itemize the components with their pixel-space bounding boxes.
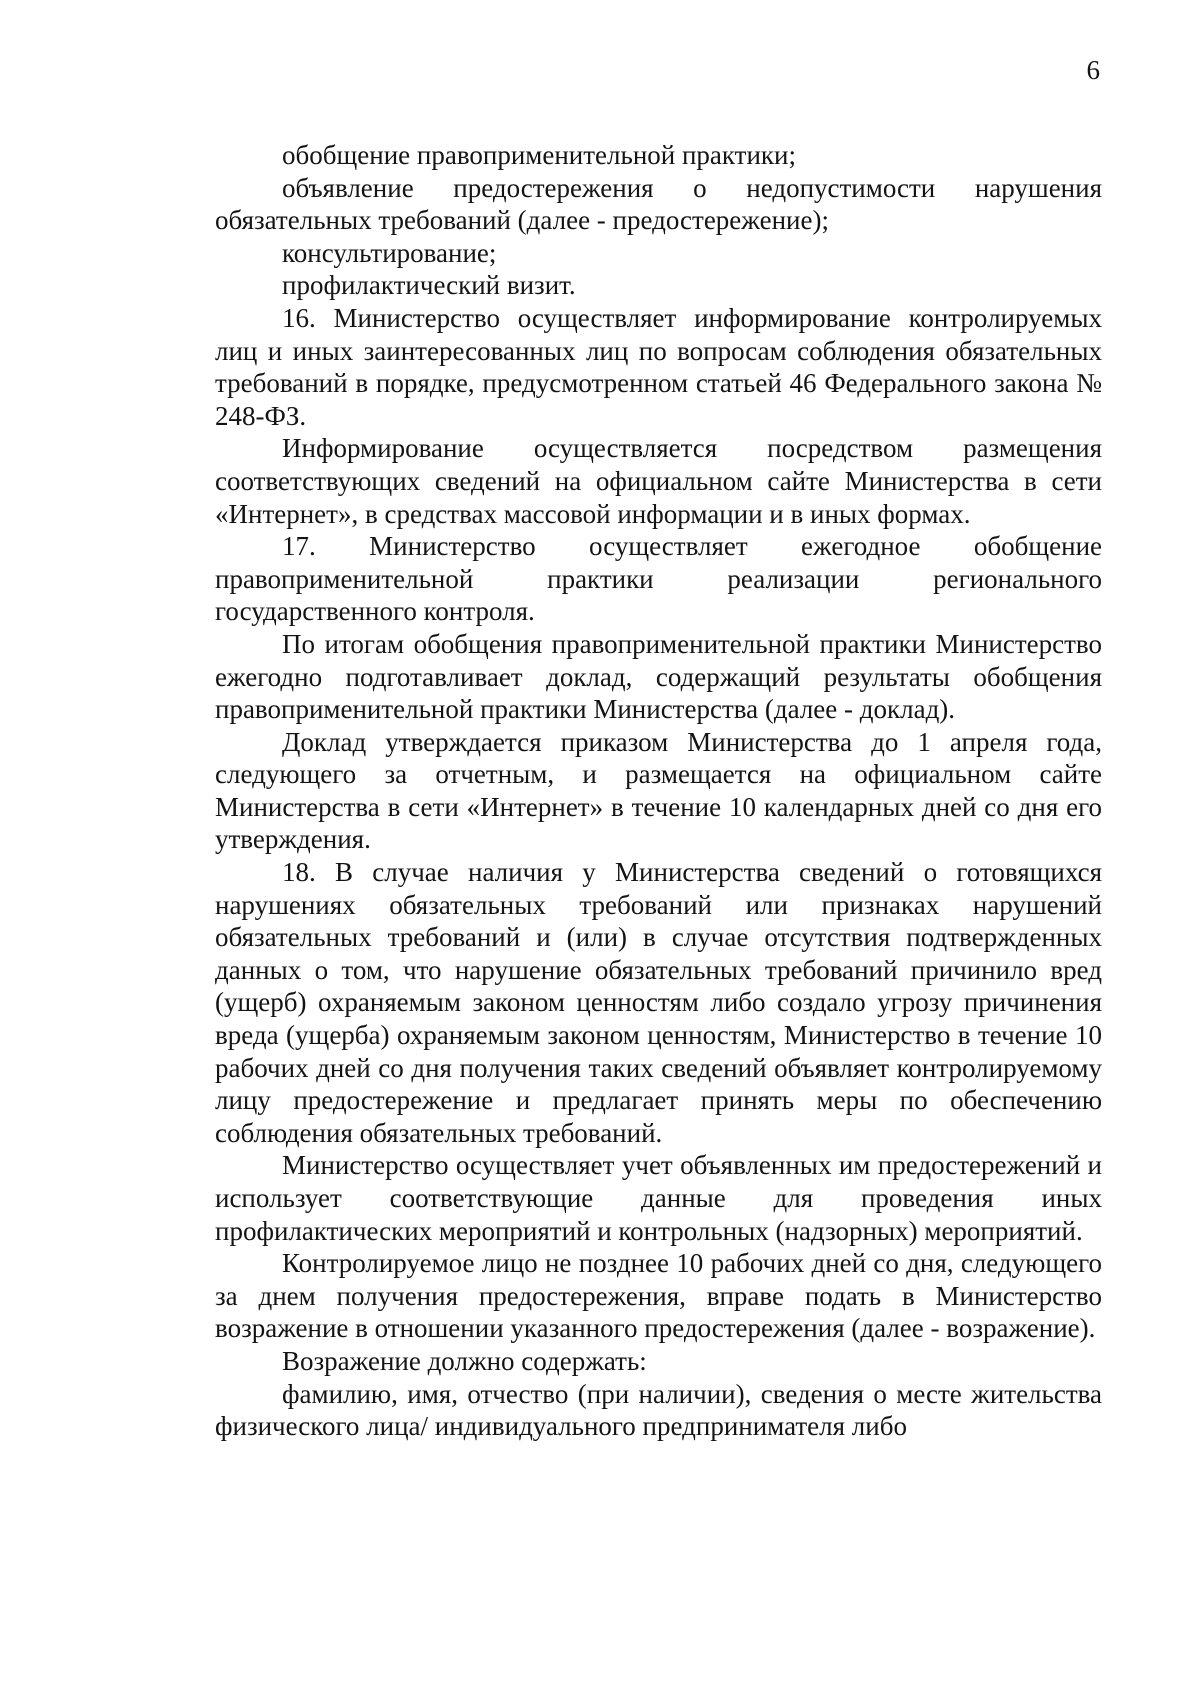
paragraph-objection-details: фамилию, имя, отчество (при наличии), сведения о месте жительства физического лица/ индивидуального предпринимателя либо xyxy=(215,1378,1102,1442)
paragraph-objection: Контролируемое лицо не позднее 10 рабочих дней со дня, следующего за днем получения предостережения, вправе подать в Министерство возражение в отношении указанного предостережения (далее - возражение). xyxy=(215,1248,1102,1344)
paragraph-item-16: 16. Министерство осуществляет информирование контролируемых лиц и иных заинтересованных лиц по вопросам соблюдения обязательных требований в порядке, предусмотренном статьей 46 Федерального закона № 248-ФЗ. xyxy=(215,302,1102,431)
paragraph-list-item-generalization: обобщение правоприменительной практики; xyxy=(282,140,796,170)
paragraph-report: По итогам обобщения правоприменительной практики Министерство ежегодно подготавливает доклад, содержащий результаты обобщения правоприменительной практики Министерства (далее - доклад). xyxy=(215,628,1102,725)
paragraph-list-item-consulting: консультирование; xyxy=(282,237,497,268)
paragraph-report-approval: Доклад утверждается приказом Министерства до 1 апреля года, следующего за отчетным, и размещается на официальном сайте Министерства в сети «Интернет» в течение 10 календарных дней со дня его утверждения. xyxy=(215,726,1102,855)
paragraph-item-18: 18. В случае наличия у Министерства сведений о готовящихся нарушениях обязательных требований или признаках нарушений обязательных требований и (или) в случае отсутствия подтвержденных данных о том, что нарушение обязательных требований причинило вред (ущерб) охраняемым законом ценностям либо создало угрозу причинения вреда (ущерба) охраняемым законом ценностям, Министерство в течение 10 рабочих дней со дня получения таких сведений объявляет контролируемому лицу предостережение и предлагает принять меры по обеспечению соблюдения обязательных требований. xyxy=(215,857,1102,1148)
paragraph-informing: Информирование осуществляется посредством размещения соответствующих сведений на официальном сайте Министерства в сети «Интернет», в средствах массовой информации и в иных формах. xyxy=(215,433,1102,529)
paragraph-warnings-record: Министерство осуществляет учет объявленных им предостережений и использует соответствующие данные для проведения иных профилактических мероприятий и контрольных (надзорных) мероприятий. xyxy=(215,1150,1102,1246)
page-number: 6 xyxy=(1086,55,1100,85)
document-body xyxy=(215,139,1102,1443)
paragraph-list-item-visit: профилактический визит. xyxy=(282,270,576,301)
paragraph-list-item-warning: объявление предостережения о недопустимости нарушения обязательных требований (далее - предостережение); xyxy=(215,172,1102,236)
paragraph-item-17: 17. Министерство осуществляет ежегодное обобщение правоприменительной практики реализации регионального государственного контроля. xyxy=(215,531,1102,627)
paragraph-objection-contents: Возражение должно содержать: xyxy=(282,1345,647,1376)
